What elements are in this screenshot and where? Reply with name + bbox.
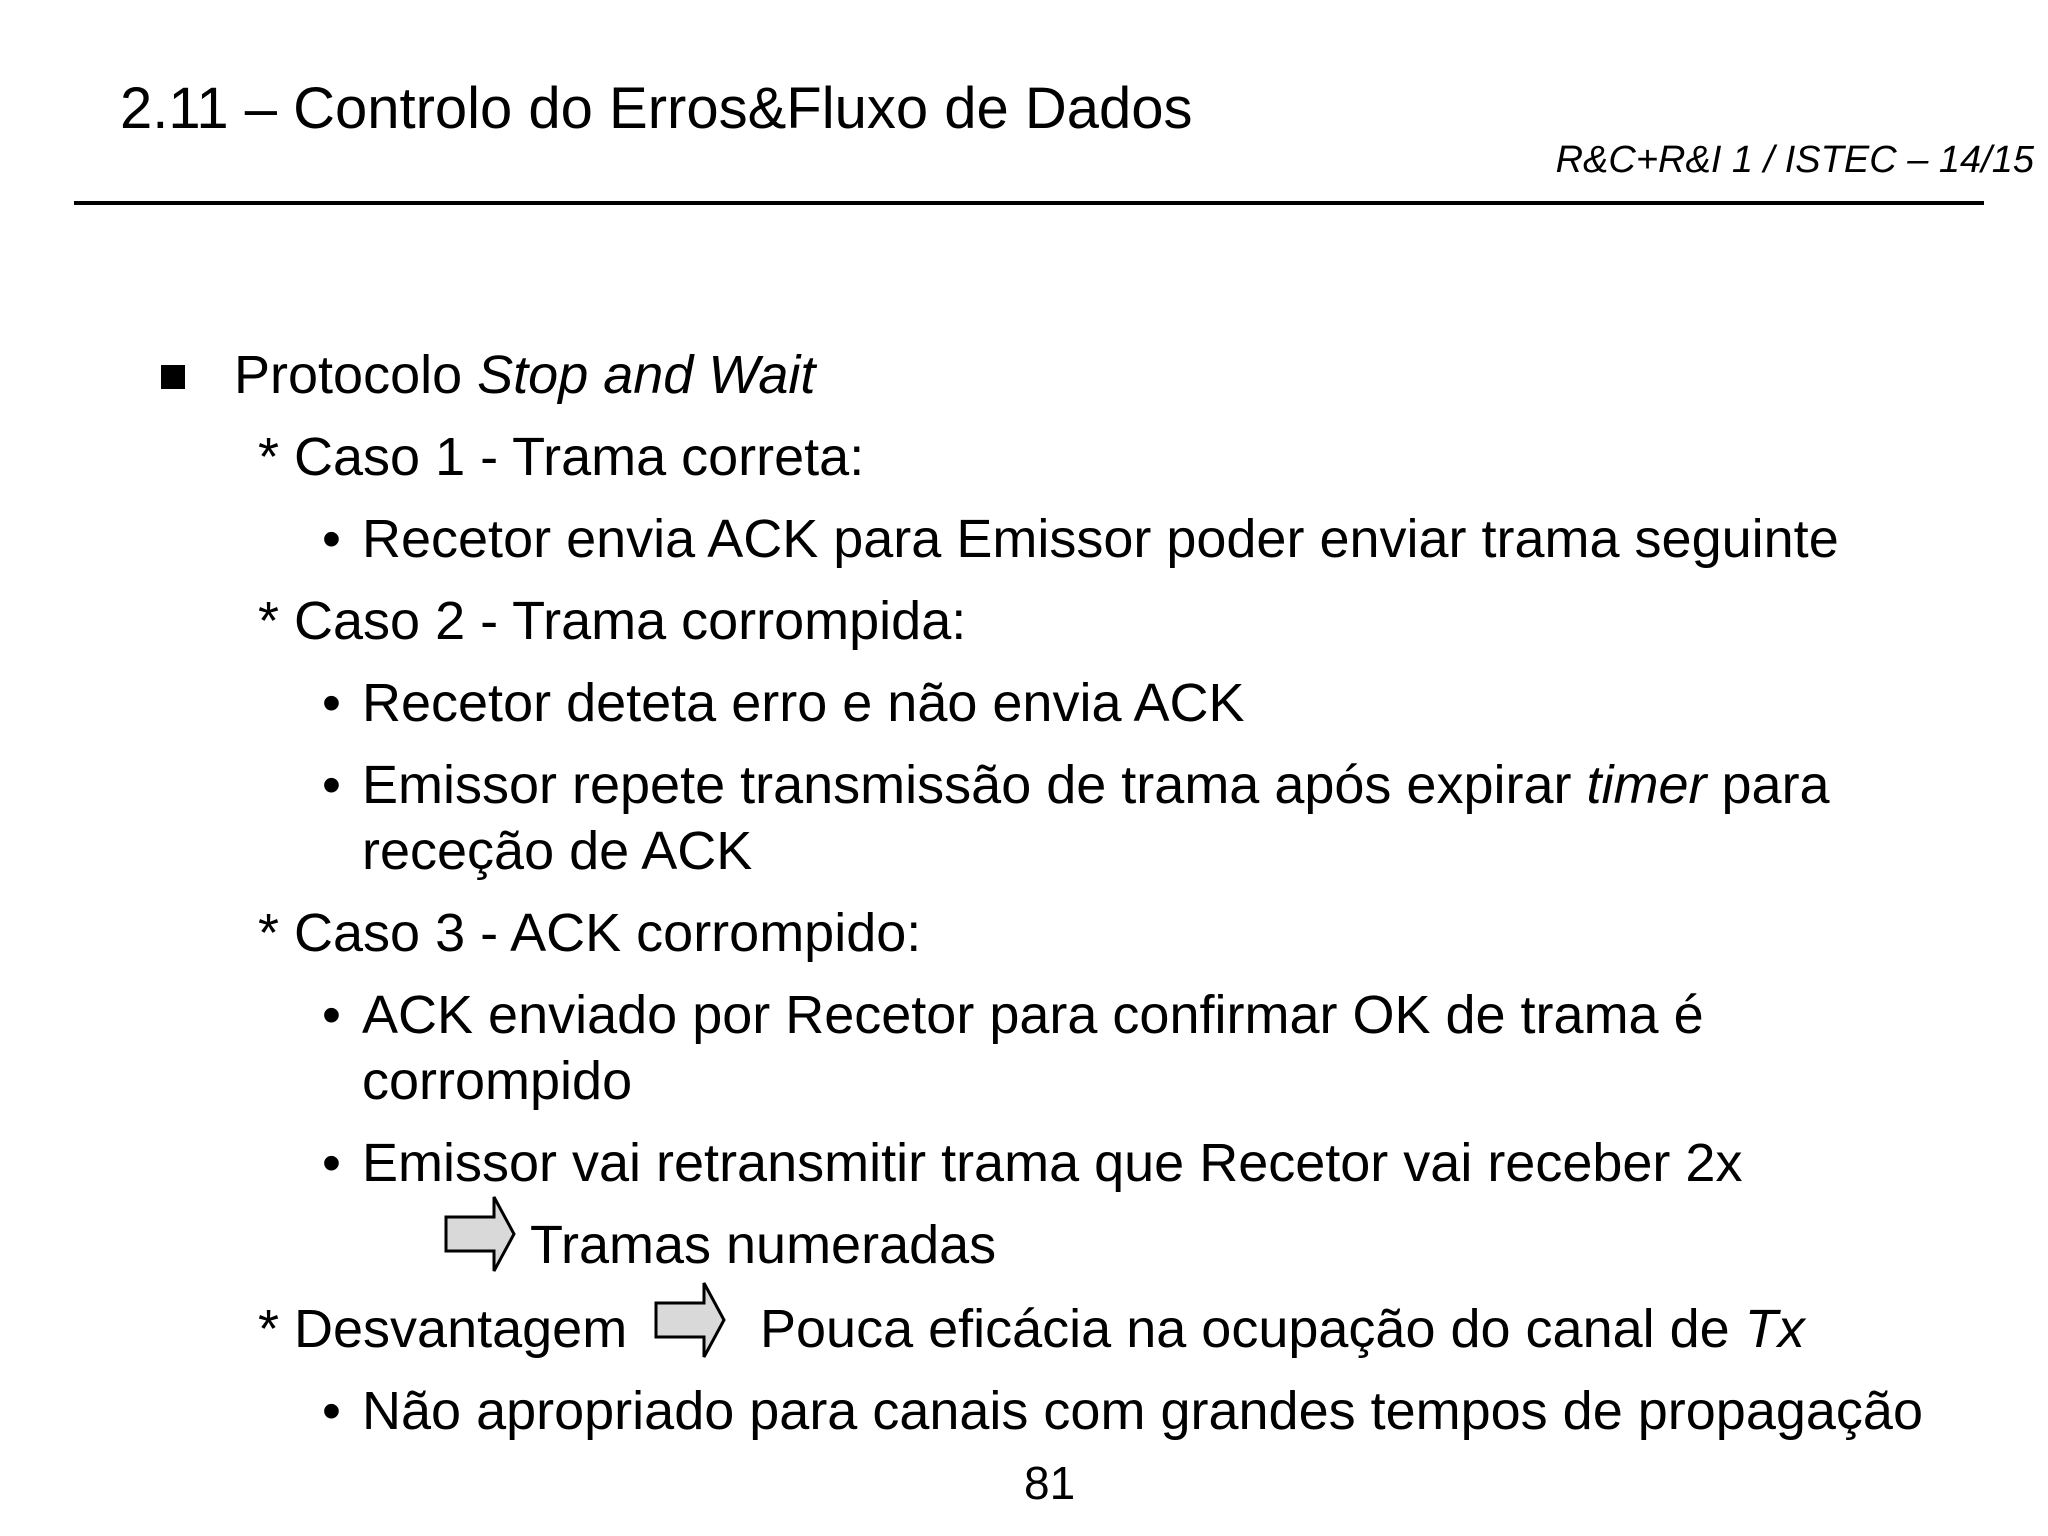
case3-item1 bbox=[322, 982, 1704, 1048]
case2-item2-after: para bbox=[1706, 755, 1830, 815]
case2-item2-italic: timer bbox=[1586, 755, 1707, 815]
bullet-dot: • bbox=[322, 755, 341, 815]
case2-item2 bbox=[322, 752, 1830, 818]
course-header: R&C+R&I 1 / ISTEC – 14/15 bbox=[1555, 139, 2034, 181]
main-bullet-italic: Stop and Wait bbox=[477, 345, 816, 405]
case3-conclusion: Tramas numeradas bbox=[530, 1215, 997, 1275]
bullet-dot: • bbox=[322, 1133, 341, 1193]
case1-label: * Caso 1 - Trama correta: bbox=[258, 427, 865, 487]
case1-item bbox=[322, 506, 1839, 572]
disadvantage-item bbox=[322, 1378, 1923, 1444]
header-divider bbox=[74, 201, 1984, 205]
disadvantage-item-text: Não apropriado para canais com grandes tempos de propagação bbox=[362, 1381, 1923, 1441]
disadvantage-label: * Desvantagem bbox=[258, 1299, 628, 1359]
case1-item-text: Recetor envia ACK para Emissor poder enviar trama seguinte bbox=[362, 509, 1839, 569]
case3-item2 bbox=[322, 1130, 1742, 1196]
main-bullet-text bbox=[234, 342, 815, 408]
case2-label: * Caso 2 - Trama corrompida: bbox=[258, 591, 967, 651]
case2-item1 bbox=[322, 670, 1245, 736]
disadvantage-result-italic: Tx bbox=[1744, 1299, 1805, 1359]
disadvantage-result-text: Pouca eficácia na ocupação do canal de bbox=[760, 1299, 1745, 1359]
bullet-dot: • bbox=[322, 1381, 341, 1441]
case2-item2-text: Emissor repete transmissão de trama após expirar bbox=[362, 755, 1587, 815]
case3-label: * Caso 3 - ACK corrompido: bbox=[258, 903, 922, 963]
bullet-dot: • bbox=[322, 673, 341, 733]
right-arrow-icon bbox=[654, 1281, 726, 1359]
bullet-dot: • bbox=[322, 509, 341, 569]
page-number: 81 bbox=[1024, 1457, 1076, 1509]
case3-item1-text: ACK enviado por Recetor para confirmar OK de trama é bbox=[362, 985, 1704, 1045]
main-bullet-label: Protocolo bbox=[234, 345, 478, 405]
square-bullet-icon bbox=[161, 365, 185, 389]
case2-item1-text: Recetor deteta erro e não envia ACK bbox=[362, 673, 1245, 733]
case2-item2-continuation: receção de ACK bbox=[362, 821, 753, 881]
case3-item1-continuation: corrompido bbox=[362, 1051, 633, 1111]
disadvantage-result bbox=[760, 1296, 1805, 1362]
bullet-dot: • bbox=[322, 985, 341, 1045]
case3-item2-text: Emissor vai retransmitir trama que Recetor vai receber 2x bbox=[362, 1133, 1743, 1193]
slide-title: 2.11 – Controlo do Erros&Fluxo de Dados bbox=[120, 76, 1193, 141]
right-arrow-icon bbox=[444, 1195, 516, 1273]
